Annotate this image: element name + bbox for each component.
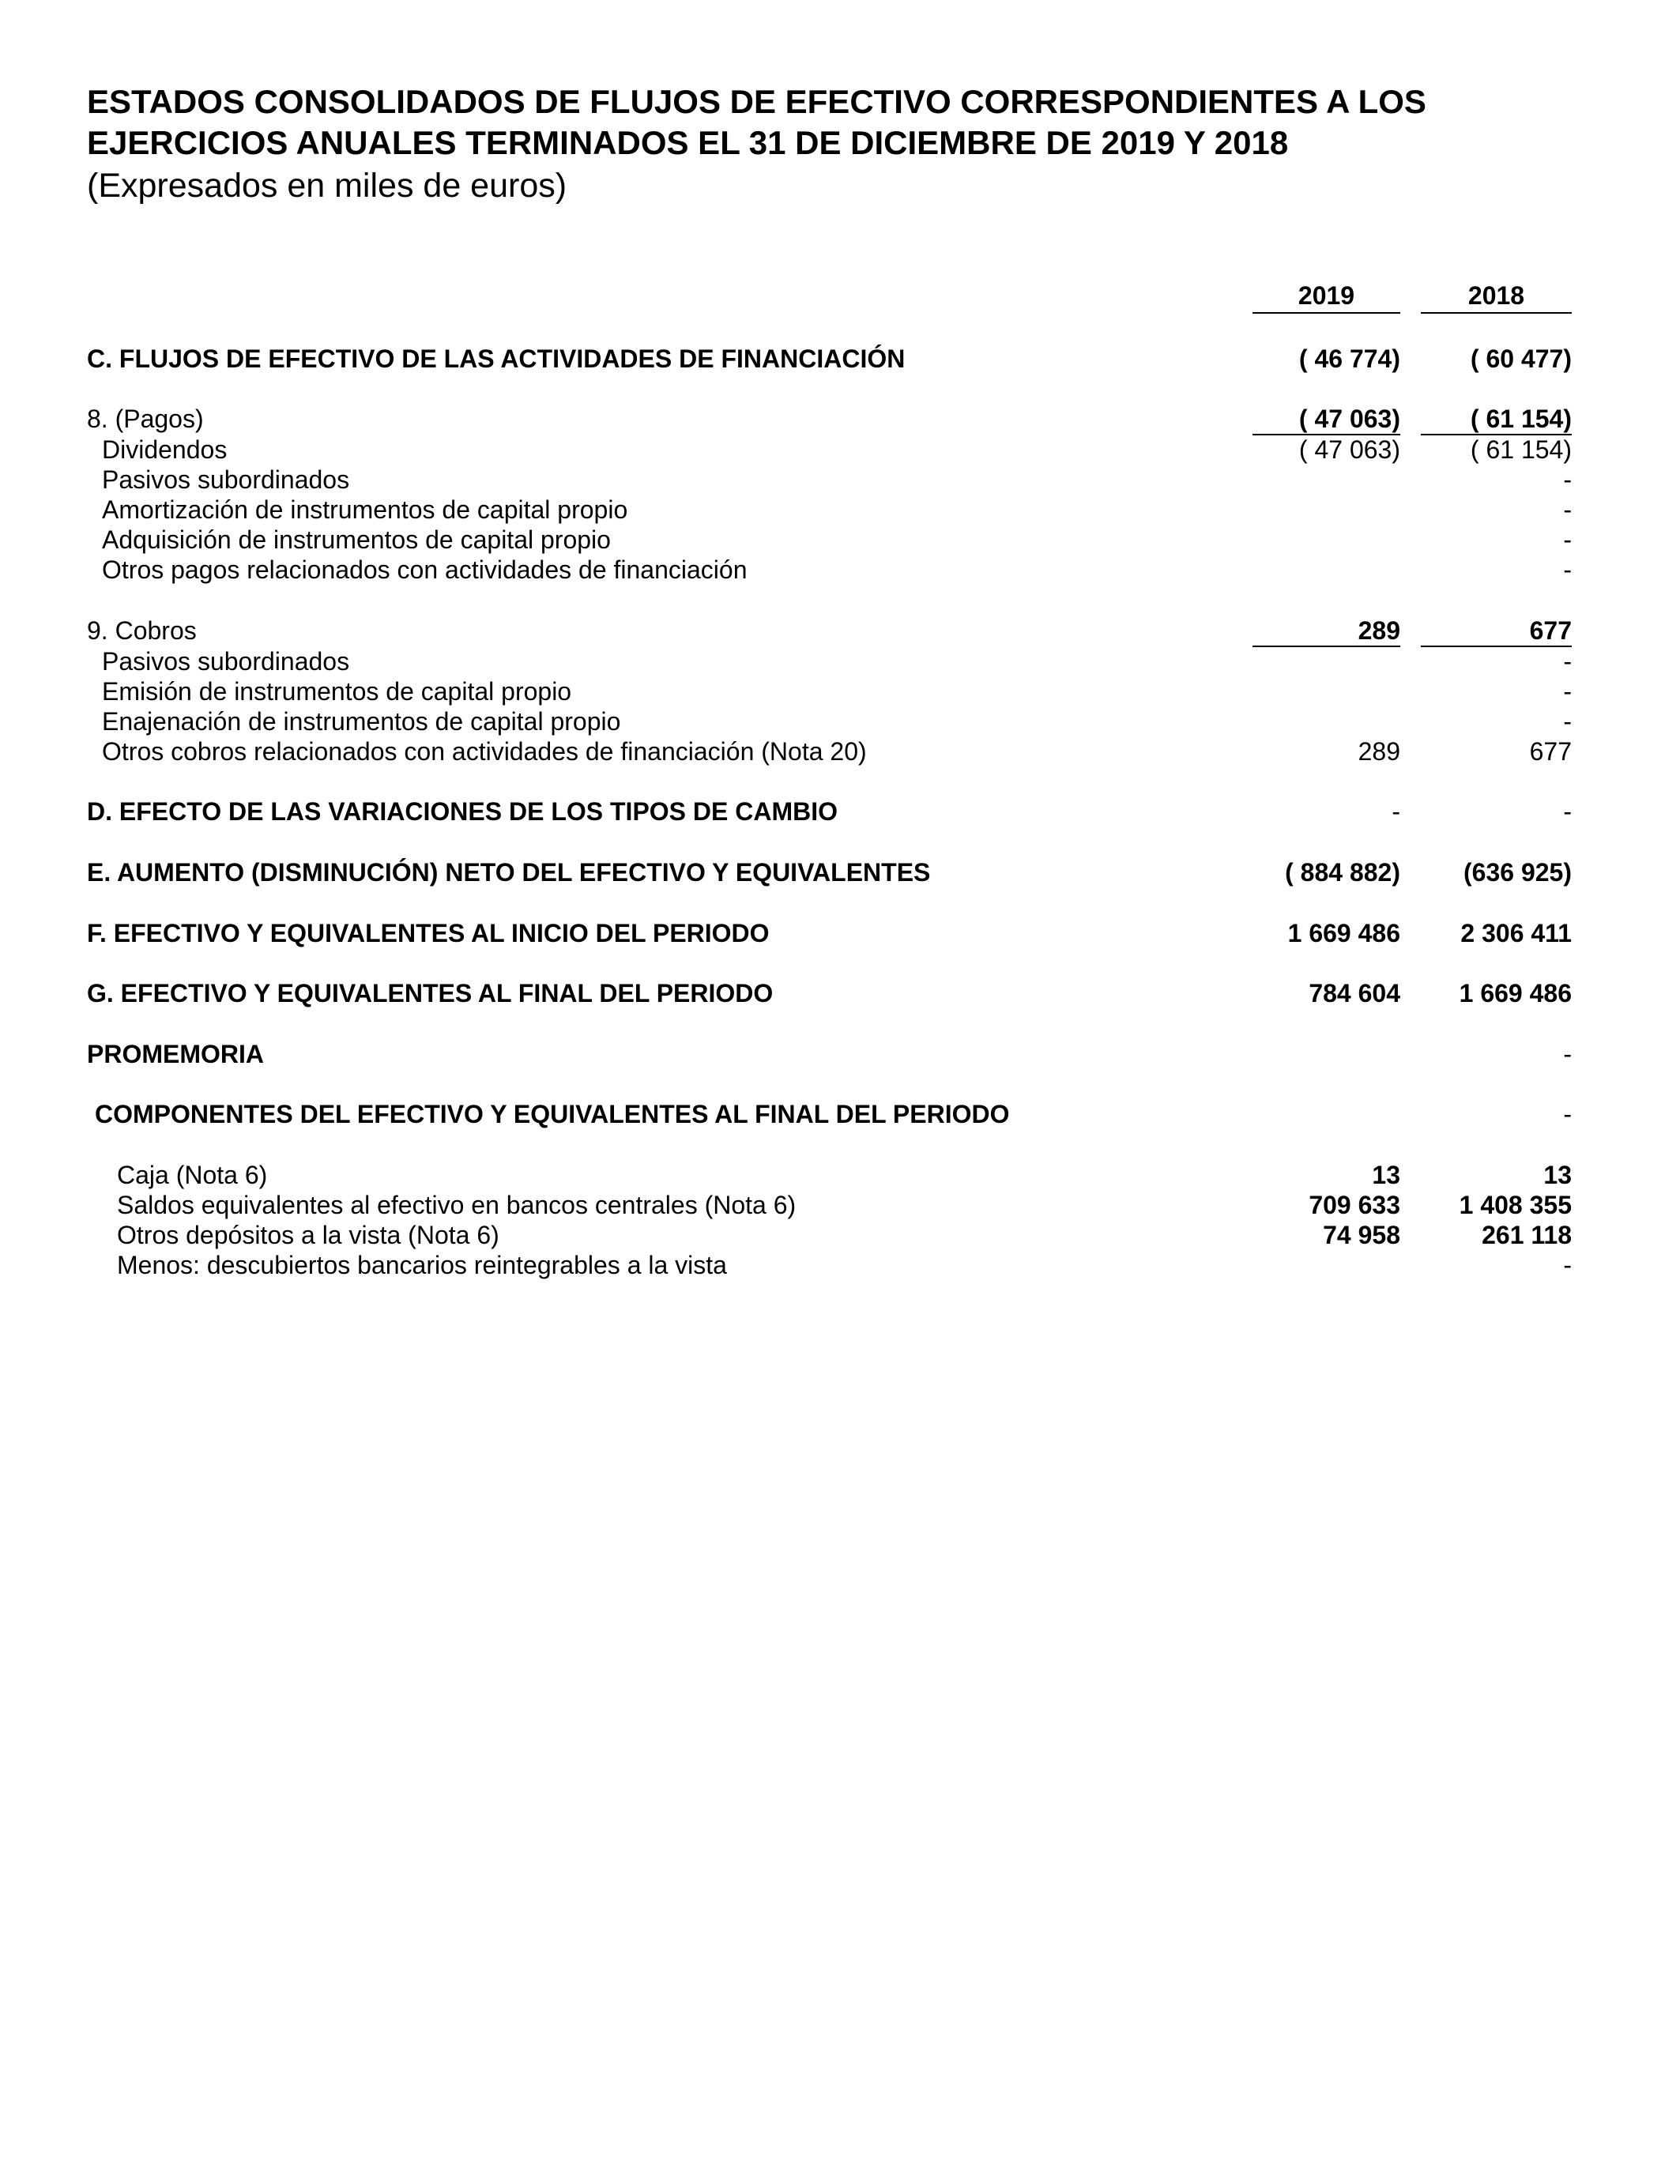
row-label: C. FLUJOS DE EFECTIVO DE LAS ACTIVIDADES DE FINANCIACIÓN: [87, 345, 906, 373]
value-2018: -: [1563, 1100, 1572, 1128]
value-2018: 1 408 355: [1459, 1191, 1572, 1219]
row-label: D. EFECTO DE LAS VARIACIONES DE LOS TIPOS DE CAMBIO: [87, 797, 838, 826]
row-label: 9. Cobros: [87, 616, 197, 645]
value-2018: 1 669 486: [1459, 979, 1572, 1007]
value-2018: 261 118: [1482, 1221, 1572, 1249]
row-label: Emisión de instrumentos de capital propio: [102, 677, 572, 706]
value-2019: -: [1392, 797, 1400, 826]
value-2019: 289: [1358, 616, 1400, 645]
value-2019: 1 669 486: [1287, 919, 1400, 947]
row-label: Amortización de instrumentos de capital propio: [102, 495, 628, 524]
row-menos: [0, 1249, 1680, 1281]
document-title: [87, 81, 1426, 164]
row-label: Enajenación de instrumentos de capital propio: [102, 707, 621, 736]
row-label: G. EFECTIVO Y EQUIVALENTES AL FINAL DEL PERIODO: [87, 979, 774, 1007]
row-otros-cobros: [0, 736, 1680, 767]
row-label: F. EFECTIVO Y EQUIVALENTES AL INICIO DEL PERIODO: [87, 919, 770, 947]
row-label: Saldos equivalentes al efectivo en bancos centrales (Nota 6): [117, 1191, 797, 1219]
row-dividendos: [0, 434, 1680, 465]
row-f-inicio: [0, 917, 1680, 949]
row-label: Otros pagos relacionados con actividades de financiación: [102, 555, 748, 584]
row-e-aumento: [0, 857, 1680, 888]
header-underline-2019: [1252, 312, 1400, 314]
column-header-2018: 2018: [1467, 281, 1525, 310]
row-label: Adquisición de instrumentos de capital propio: [102, 525, 611, 554]
row-saldos: [0, 1189, 1680, 1221]
value-2019: 74 958: [1323, 1221, 1400, 1249]
value-2018: (636 925): [1463, 858, 1572, 887]
value-2019: 784 604: [1309, 979, 1400, 1007]
row-label: Pasivos subordinados: [102, 647, 350, 676]
value-2018: -: [1563, 1040, 1572, 1068]
value-2019: 709 633: [1309, 1191, 1400, 1219]
row-componentes: [0, 1098, 1680, 1130]
row-enajenacion: [0, 706, 1680, 737]
value-2018: ( 60 477): [1470, 345, 1572, 373]
row-g-final: [0, 977, 1680, 1009]
header-underline-2018: [1421, 312, 1572, 314]
row-label: 8. (Pagos): [87, 405, 204, 433]
value-2019: 13: [1372, 1161, 1400, 1189]
document-subtitle: (Expresados en miles de euros): [87, 167, 567, 205]
value-2018: -: [1563, 647, 1572, 676]
value-2018: -: [1563, 525, 1572, 554]
value-2018: 677: [1529, 616, 1572, 645]
value-2018: ( 61 154): [1470, 435, 1572, 464]
value-2018: -: [1563, 677, 1572, 706]
value-2019: ( 47 063): [1298, 435, 1400, 464]
row-pagos: [0, 403, 1680, 435]
title-line-2: EJERCICIOS ANUALES TERMINADOS EL 31 DE DICIEMBRE DE 2019 Y 2018: [87, 124, 1289, 161]
row-amortizacion: [0, 494, 1680, 525]
row-label: COMPONENTES DEL EFECTIVO Y EQUIVALENTES AL FINAL DEL PERIODO: [95, 1100, 1010, 1128]
value-2018: -: [1563, 555, 1572, 584]
row-pasivos-subordinados-pagos: [0, 464, 1680, 495]
row-label: Otros depósitos a la vista (Nota 6): [117, 1221, 499, 1249]
row-label: Pasivos subordinados: [102, 465, 350, 494]
value-2018: -: [1563, 465, 1572, 494]
row-adquisicion: [0, 524, 1680, 555]
row-otros-depositos: [0, 1219, 1680, 1251]
row-label: Otros cobros relacionados con actividades de financiación (Nota 20): [102, 737, 867, 766]
value-2018: -: [1563, 495, 1572, 524]
row-otros-pagos: [0, 554, 1680, 586]
value-2019: ( 46 774): [1298, 345, 1400, 373]
value-2018: -: [1563, 797, 1572, 826]
title-line-1: ESTADOS CONSOLIDADOS DE FLUJOS DE EFECTIVO CORRESPONDIENTES A LOS: [87, 83, 1426, 120]
row-promemoria: [0, 1038, 1680, 1070]
row-d-efecto: [0, 796, 1680, 827]
value-2018: 13: [1543, 1161, 1572, 1189]
row-label: Menos: descubiertos bancarios reintegrables a la vista: [117, 1251, 727, 1279]
row-caja: [0, 1159, 1680, 1191]
column-header-2019: 2019: [1298, 281, 1355, 310]
row-label: PROMEMORIA: [87, 1040, 264, 1068]
row-c-total: [0, 343, 1680, 375]
row-cobros: [0, 615, 1680, 646]
row-emision: [0, 676, 1680, 707]
value-2018: 677: [1529, 737, 1572, 766]
value-2018: 2 306 411: [1460, 919, 1572, 947]
value-2018: -: [1563, 1251, 1572, 1279]
row-label: Dividendos: [102, 435, 228, 464]
value-2019: ( 47 063): [1298, 405, 1400, 433]
row-pasivos-subordinados-cobros: [0, 646, 1680, 677]
row-label: Caja (Nota 6): [117, 1161, 268, 1189]
value-2018: ( 61 154): [1470, 405, 1572, 433]
row-label: E. AUMENTO (DISMINUCIÓN) NETO DEL EFECTIVO Y EQUIVALENTES: [87, 858, 931, 887]
value-2019: ( 884 882): [1285, 858, 1400, 887]
value-2018: -: [1563, 707, 1572, 736]
value-2019: 289: [1358, 737, 1400, 766]
